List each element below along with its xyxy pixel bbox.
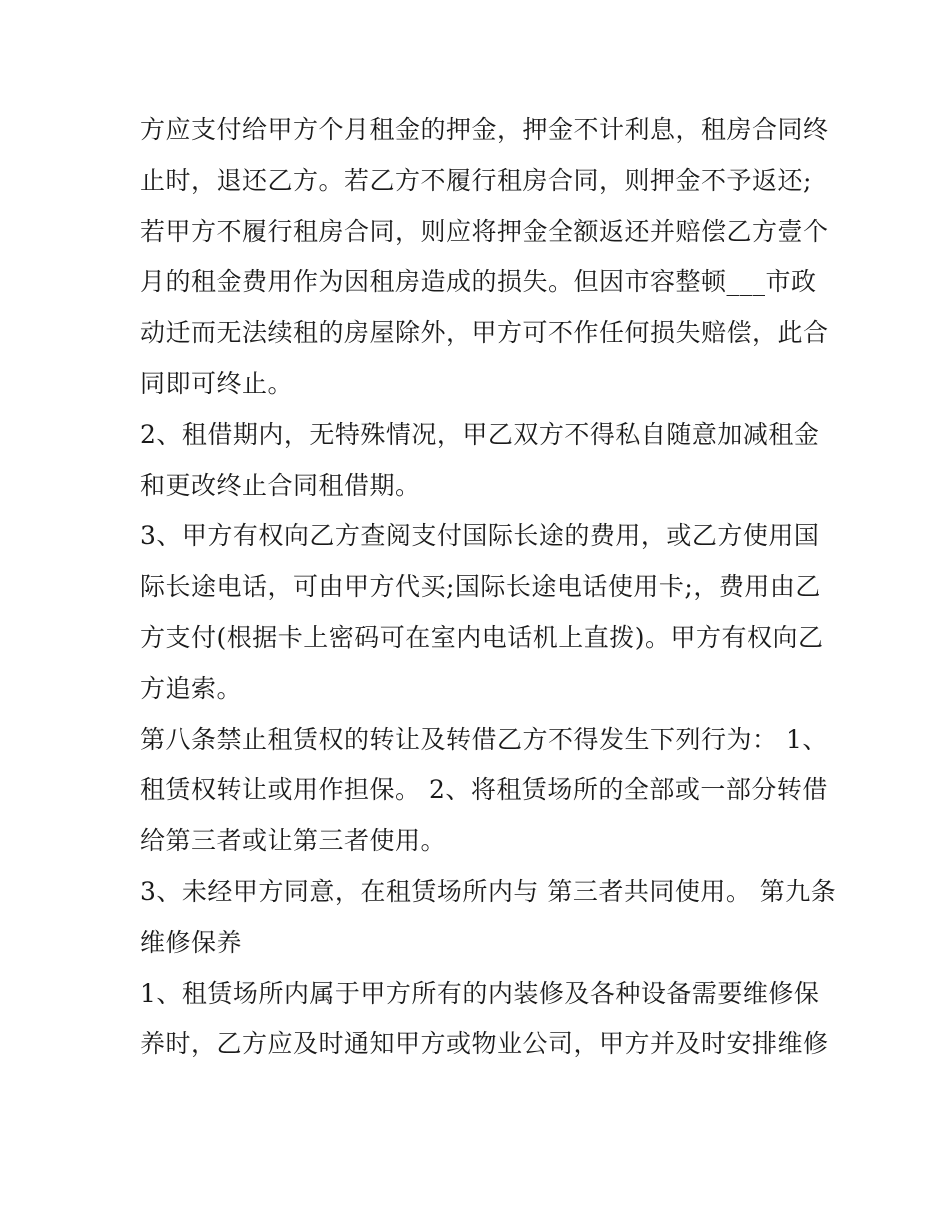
text-line: 3、未经甲方同意，在租赁场所内与 第三者共同使用。 第九条 [140,876,837,906]
text-line: 2、租借期内，无特殊情况，甲乙双方不得私自随意加减租金 [140,419,820,449]
text-line: 3、甲方有权向乙方查阅支付国际长途的费用，或乙方使用国 [140,521,820,551]
text-line: 给第三者或让第三者使用。 [140,826,447,856]
text-line: 1、租赁场所内属于甲方所有的内装修及各种设备需要维修保 [140,978,820,1008]
text-line: 租赁权转让或用作担保。 2、将租赁场所的全部或一部分转借 [140,775,828,805]
document-page [140,105,837,1070]
text-line: 第八条禁止租赁权的转让及转借乙方不得发生下列行为： 1、 [140,724,828,754]
text-line: 方支付(根据卡上密码可在室内电话机上直拨)。甲方有权向乙 [140,622,824,652]
text-line: 若甲方不履行租房合同，则应将押金全额返还并赔偿乙方壹个 [140,216,829,246]
text-line: 同即可终止。 [140,368,294,398]
text-line: 止时，退还乙方。若乙方不履行租房合同，则押金不予返还; [140,165,812,195]
text-line: 维修保养 [140,927,243,957]
text-line: 方应支付给甲方个月租金的押金，押金不计利息，租房合同终 [140,115,829,144]
text-line: 养时，乙方应及时通知甲方或物业公司，甲方并及时安排维修 [140,1029,829,1059]
text-line: 际长途电话，可由甲方代买;国际长途电话使用卡;，费用由乙 [140,572,821,602]
text-line: 动迁而无法续租的房屋除外，甲方可不作任何损失赔偿，此合 [140,318,829,348]
text-line: 方追索。 [140,673,243,703]
text-line: 和更改终止合同租借期。 [140,470,421,500]
text-line: 月的租金费用作为因租房造成的损失。但因市容整顿___市政 [140,267,817,297]
